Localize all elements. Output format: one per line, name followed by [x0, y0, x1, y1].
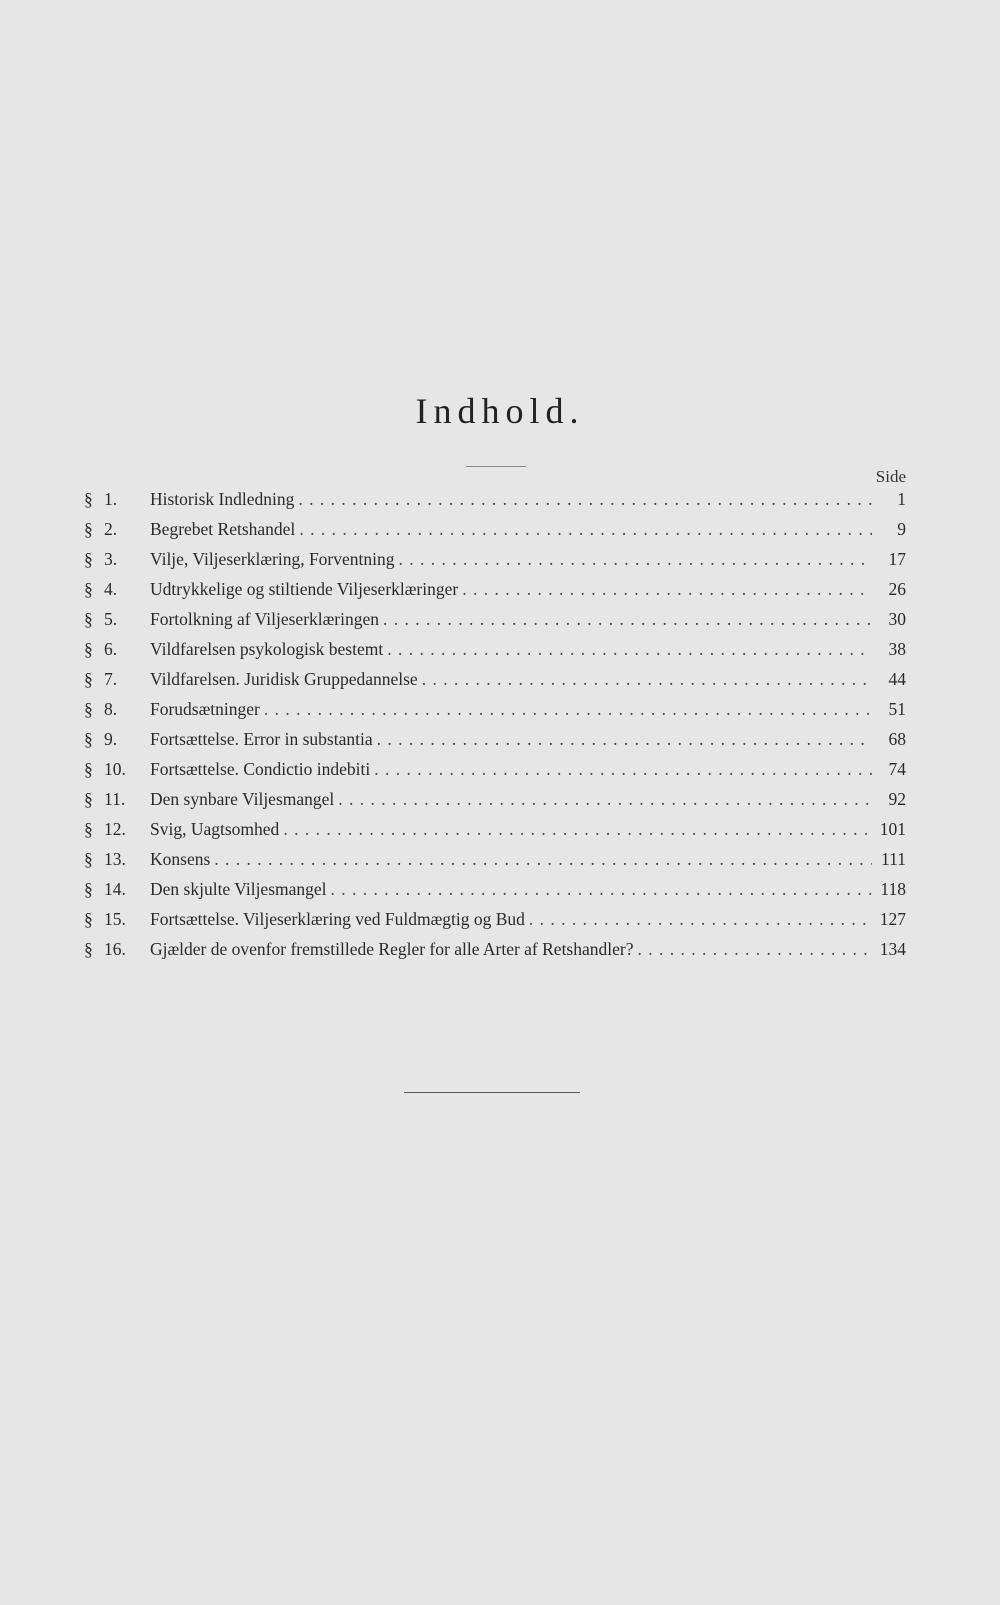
section-sign: §: [84, 699, 93, 719]
section-number: 7.: [104, 669, 118, 689]
dot-leader: [294, 489, 872, 510]
page-number: 134: [879, 939, 906, 959]
section-title: Vildfarelsen psykologisk bestemt: [150, 639, 384, 659]
section-title: Vildfarelsen. Juridisk Gruppedannelse: [150, 669, 418, 689]
dot-leader: [327, 879, 872, 900]
section-sign: §: [84, 669, 93, 689]
dot-leader: [295, 519, 872, 540]
toc-entry: [84, 909, 906, 939]
section-title: Vilje, Viljeserklæring, Forventning: [150, 549, 395, 569]
section-sign: §: [84, 909, 93, 929]
dot-leader: [634, 939, 873, 960]
section-number: 12.: [104, 819, 126, 839]
dot-leader: [334, 789, 872, 810]
table-of-contents: [84, 489, 906, 969]
section-number: 13.: [104, 849, 126, 869]
section-number: 15.: [104, 909, 126, 929]
toc-entry: [84, 519, 906, 549]
toc-entry: [84, 639, 906, 669]
section-title: Den synbare Viljesmangel: [150, 789, 335, 809]
section-sign: §: [84, 729, 93, 749]
toc-entry: [84, 879, 906, 909]
toc-entry: [84, 609, 906, 639]
page-number: 44: [888, 669, 906, 689]
page-number: 26: [888, 579, 906, 599]
toc-entry: [84, 489, 906, 519]
section-sign: §: [84, 879, 93, 899]
toc-entry: [84, 759, 906, 789]
section-title: Historisk Indledning: [150, 489, 295, 509]
toc-entry: [84, 819, 906, 849]
section-number: 9.: [104, 729, 118, 749]
bottom-divider: [404, 1092, 580, 1093]
dot-leader: [210, 849, 872, 870]
toc-entry: [84, 669, 906, 699]
section-number: 8.: [104, 699, 118, 719]
section-title: Begrebet Retshandel: [150, 519, 296, 539]
toc-entry: [84, 939, 906, 969]
section-number: 3.: [104, 549, 118, 569]
page-number: 68: [888, 729, 906, 749]
section-title: Fortsættelse. Viljeserklæring ved Fuldmægtig og Bud: [150, 909, 525, 929]
page-number: 51: [888, 699, 906, 719]
dot-leader: [458, 579, 872, 600]
section-title: Forudsætninger: [150, 699, 260, 719]
page-column-header: Side: [875, 467, 906, 486]
dot-leader: [260, 699, 872, 720]
section-number: 2.: [104, 519, 118, 539]
toc-entry: [84, 789, 906, 819]
section-sign: §: [84, 489, 93, 509]
dot-leader: [370, 759, 872, 780]
section-number: 5.: [104, 609, 118, 629]
page-number: 92: [888, 789, 906, 809]
toc-entry: [84, 549, 906, 579]
title-divider: [466, 466, 526, 467]
page-number: 101: [879, 819, 906, 839]
toc-entry: [84, 729, 906, 759]
section-sign: §: [84, 939, 93, 959]
section-number: 11.: [104, 789, 126, 809]
section-sign: §: [84, 639, 93, 659]
section-sign: §: [84, 549, 93, 569]
section-title: Svig, Uagtsomhed: [150, 819, 280, 839]
page-number: 9: [897, 519, 906, 539]
section-sign: §: [84, 759, 93, 779]
section-number: 10.: [104, 759, 126, 779]
toc-entry: [84, 849, 906, 879]
dot-leader: [395, 549, 873, 570]
section-number: 6.: [104, 639, 118, 659]
page-number: 127: [879, 909, 906, 929]
page-number: 74: [888, 759, 906, 779]
section-title: Udtrykkelige og stiltiende Viljeserklæringer: [150, 579, 459, 599]
page-number: 1: [897, 489, 906, 509]
section-number: 4.: [104, 579, 118, 599]
page-number: 118: [880, 879, 906, 899]
page-number: 17: [888, 549, 906, 569]
dot-leader: [373, 729, 872, 750]
section-sign: §: [84, 789, 93, 809]
section-title: Den skjulte Viljesmangel: [150, 879, 327, 899]
section-sign: §: [84, 849, 93, 869]
page-number: 30: [888, 609, 906, 629]
dot-leader: [279, 819, 872, 840]
section-sign: §: [84, 609, 93, 629]
section-sign: §: [84, 819, 93, 839]
dot-leader: [379, 609, 872, 630]
dot-leader: [418, 669, 872, 690]
page-number: 111: [881, 849, 906, 869]
dot-leader: [383, 639, 872, 660]
section-number: 14.: [104, 879, 126, 899]
toc-entry: [84, 699, 906, 729]
section-sign: §: [84, 579, 93, 599]
section-title: Gjælder de ovenfor fremstillede Regler for alle Arter af Retshandler?: [150, 939, 634, 959]
section-title: Konsens: [150, 849, 211, 869]
page-number: 38: [888, 639, 906, 659]
section-title: Fortsættelse. Condictio indebiti: [150, 759, 371, 779]
dot-leader: [525, 909, 872, 930]
section-sign: §: [84, 519, 93, 539]
section-number: 1.: [104, 489, 118, 509]
page-title: Indhold.: [415, 391, 585, 431]
toc-entry: [84, 579, 906, 609]
section-title: Fortsættelse. Error in substantia: [150, 729, 373, 749]
section-title: Fortolkning af Viljeserklæringen: [150, 609, 380, 629]
section-number: 16.: [104, 939, 126, 959]
